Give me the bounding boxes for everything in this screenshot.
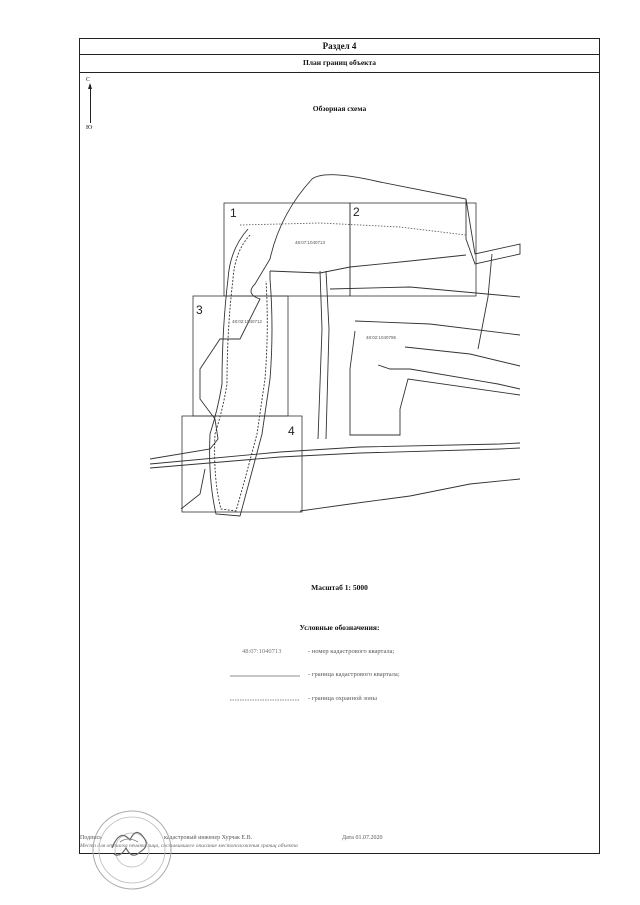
legend-sample-code: 48:07:1040713 [242, 648, 282, 655]
sheet-number-4: 4 [288, 424, 295, 438]
signature-date: Дата 01.07.2020 [342, 835, 383, 841]
seal-stamp-icon [90, 808, 174, 892]
map-field-road-4 [405, 347, 520, 366]
map-field-road-3 [355, 321, 520, 335]
map-main-road [150, 443, 520, 464]
map-field-road-5 [378, 365, 520, 389]
legend-title: Условные обозначения: [299, 623, 380, 632]
legend-boundary-line [230, 671, 302, 681]
legend-desc-quarter-number: - номер кадастрового квартала; [308, 648, 395, 655]
document-frame [79, 38, 600, 854]
seal-place-note: Место для оттиска печати лица, составившего описание местоположения границ объекта [80, 843, 298, 849]
quarter-label-1: 48:07:1040713 [295, 240, 326, 245]
map-south-west [181, 469, 205, 509]
map-main-road-2 [150, 448, 520, 468]
engineer-name: кадастровый инженер Хурчак Е.В. [164, 835, 253, 841]
map-south-road [300, 479, 520, 511]
signature-caption: Подпись [80, 835, 103, 841]
map-scale: Масштаб 1: 5000 [311, 583, 368, 592]
legend-desc-quarter-boundary: - граница кадастрового квартала; [308, 671, 400, 678]
sheet-number-3: 3 [196, 303, 203, 317]
quarter-label-3: 48:02:1040796 [366, 335, 397, 340]
overview-map [80, 39, 599, 559]
sheet-frame-2 [350, 203, 476, 296]
legend-zone-line [230, 695, 302, 705]
plan-subtitle: План границ объекта [80, 54, 599, 73]
legend-desc-protection-zone: - граница охранной зоны [308, 695, 377, 702]
sheet-frame-3 [193, 296, 288, 416]
map-protection-zone [240, 223, 466, 235]
sheet-number-2: 2 [353, 205, 360, 219]
compass-south-label: Ю [86, 125, 93, 131]
map-east-vertical [478, 254, 492, 349]
scheme-title: Обзорная схема [312, 104, 367, 113]
map-field-road-2 [330, 287, 520, 297]
sheet-number-1: 1 [230, 206, 237, 220]
sheet-frame-1 [224, 203, 350, 296]
quarter-label-2: 48:02:1040712 [232, 319, 263, 324]
compass-north-label: С [86, 77, 91, 83]
map-boundary-outline [312, 175, 520, 264]
map-field-road-1 [270, 255, 466, 273]
section-title: Раздел 4 [80, 39, 599, 55]
